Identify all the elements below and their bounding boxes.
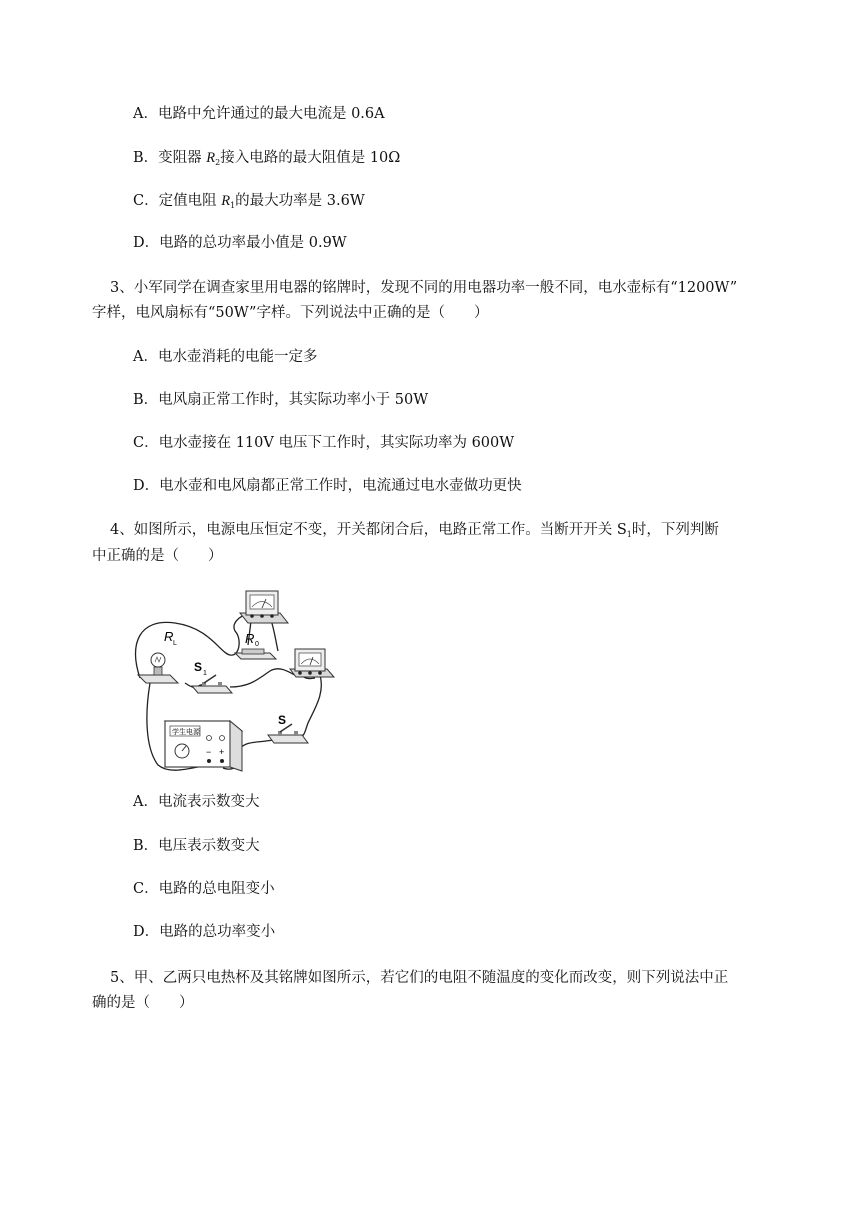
q3-stem-line2: 字样，电风扇标有“50W”字样。下列说法中正确的是（ ） xyxy=(92,305,489,321)
label-s1: S xyxy=(194,660,203,674)
q4-option-b: B．电压表示数变大 xyxy=(133,838,260,854)
q2-option-b xyxy=(133,148,400,173)
q2-option-b-prefix: B．变阻器 xyxy=(133,150,207,166)
q2-option-c-variable: R xyxy=(221,193,231,209)
q4-stem-line2: 中正确的是（ ） xyxy=(92,548,223,564)
q5-stem-line2: 确的是（ ） xyxy=(92,995,194,1011)
q5-stem-line1: 5、甲、乙两只电热杯及其铭牌如图所示，若它们的电阻不随温度的变化而改变，则下列说法中正 xyxy=(110,970,729,986)
q2-option-a: A．电路中允许通过的最大电流是 0.6A xyxy=(133,106,385,122)
q4-stem-line1 xyxy=(110,520,719,545)
resistor-r0 xyxy=(235,631,276,659)
label-s1-subscript: 1 xyxy=(203,670,207,677)
switch-s1 xyxy=(192,660,232,693)
label-s: S xyxy=(278,713,287,727)
q2-option-b-variable: R xyxy=(206,150,216,166)
label-r0-subscript: 0 xyxy=(255,641,259,648)
power-supply-plus: + xyxy=(219,747,225,757)
q3-stem-line1: 3、小军同学在调查家里用电器的铭牌时，发现不同的用电器功率一般不同，电水壶标有“1200W” xyxy=(110,280,738,296)
q2-option-c xyxy=(133,191,365,216)
label-r0: R xyxy=(245,631,255,646)
q2-option-b-subscript: 2 xyxy=(215,158,221,167)
q4-stem-suffix: 时，下列判断 xyxy=(631,522,719,538)
q2-option-c-prefix: C．定值电阻 xyxy=(133,193,222,209)
q4-option-d: D．电路的总功率变小 xyxy=(133,924,276,940)
ammeter xyxy=(240,591,288,623)
q3-option-a: A．电水壶消耗的电能一定多 xyxy=(133,349,318,365)
q2-option-b-suffix: 接入电路的最大阻值是 10Ω xyxy=(220,150,401,166)
q3-option-d: D．电水壶和电风扇都正常工作时，电流通过电水壶做功更快 xyxy=(133,478,522,494)
q3-option-b: B．电风扇正常工作时，其实际功率小于 50W xyxy=(133,392,429,408)
q4-option-c: C．电路的总电阻变小 xyxy=(133,881,275,897)
q4-option-a: A．电流表示数变大 xyxy=(133,794,260,810)
voltmeter xyxy=(290,649,334,677)
label-rl: R xyxy=(164,629,174,644)
lamp-rl xyxy=(138,629,178,683)
label-rl-subscript: L xyxy=(173,640,177,647)
circuit-diagram xyxy=(130,583,335,773)
q4-stem-subscript: 1 xyxy=(626,530,632,539)
power-supply-minus: − xyxy=(206,747,212,757)
power-supply xyxy=(165,721,242,771)
q2-option-c-subscript: 1 xyxy=(230,201,236,210)
switch-s xyxy=(268,713,308,743)
q4-stem-prefix: 4、如图所示，电源电压恒定不变，开关都闭合后，电路正常工作。当断开开关 S xyxy=(110,522,627,538)
power-supply-label: 学生电源 xyxy=(172,729,200,736)
q2-option-c-suffix: 的最大功率是 3.6W xyxy=(235,193,365,209)
q3-option-c: C．电水壶接在 110V 电压下工作时，其实际功率为 600W xyxy=(133,435,515,451)
q2-option-d: D．电路的总功率最小值是 0.9W xyxy=(133,235,347,251)
